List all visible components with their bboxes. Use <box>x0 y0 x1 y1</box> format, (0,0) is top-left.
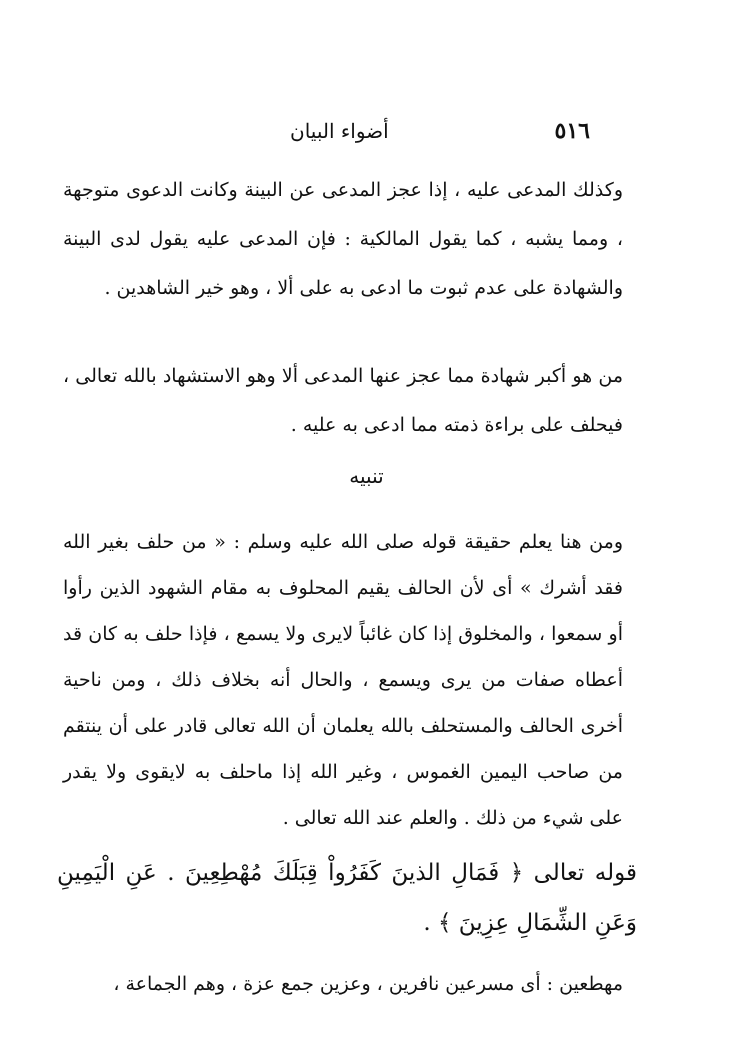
paragraph-3: ومن هنا يعلم حقيقة قوله صلى الله عليه وسلم : « من حلف بغير الله فقد أشرك » أى لأن الحالف يقيم المحلوف به مقام الشهود الذين رأوا أو سمعوا ، والمخلوق إذا كان غائباً لايرى ولا يسمع ، فإذا حلف به كان قد أعطاه صفات من يرى ويسمع ، والحال أنه بخلاف ذلك ، ومن ناحية أخرى الحالف والمستحلف بالله يعلمان أن الله تعالى قادر على أن ينتقم من صاحب اليمين الغموس ، وغير الله إذا ماحلف به لايقوى ولا يقدر على شيء من ذلك . والعلم عند الله تعالى . <box>63 531 623 829</box>
running-title: أضواء البيان <box>290 119 389 143</box>
quran-verse: قوله تعالى ﴿ فَمَالِ الذينَ كَفَرُواْ قِبَلَكَ مُهْطِعِينَ . عَنِ الْيَمِينِ وَعَنِ الشِّمَالِ عِزِينَ ﴾ . <box>57 860 637 936</box>
page-number: ٥١٦ <box>554 118 590 144</box>
gloss-line: مهطعين : أى مسرعين نافرين ، وعزين جمع عزة ، وهم الجماعة ، <box>113 973 623 995</box>
section-heading: تنبيه <box>349 464 384 488</box>
page-header <box>290 114 590 148</box>
paragraph-2: من هو أكبر شهادة مما عجز عنها المدعى ألا وهو الاستشهاد بالله تعالى ، فيحلف على براءة ذمته مما ادعى به عليه . <box>63 365 623 436</box>
paragraph-1: وكذلك المدعى عليه ، إذا عجز المدعى عن البينة وكانت الدعوى متوجهة ، ومما يشبه ، كما يقول المالكية : فإن المدعى عليه يقول لدى البينة والشهادة على عدم ثبوت ما ادعى به على ألا ، وهو خير الشاهدين . <box>63 179 623 299</box>
